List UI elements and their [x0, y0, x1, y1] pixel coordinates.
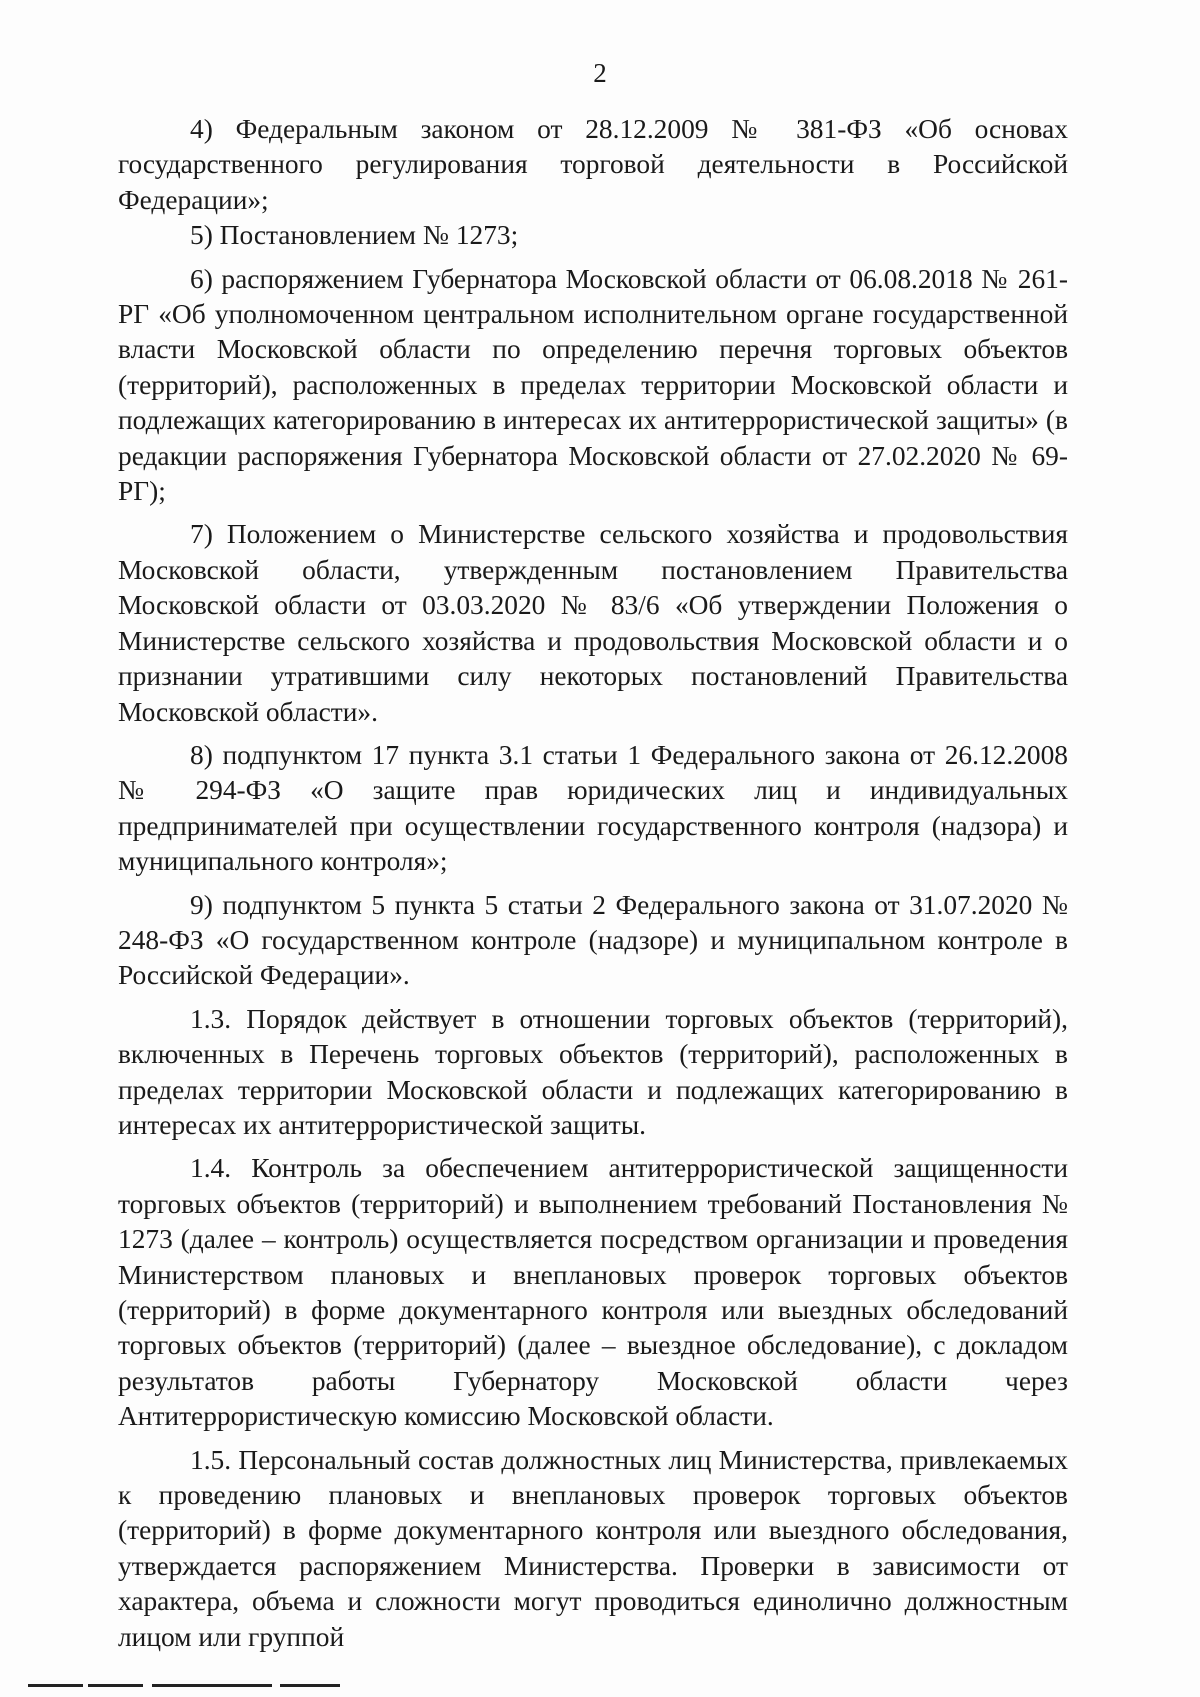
paragraph-1-3: 1.3. Порядок действует в отношении торговых объектов (территорий), включенных в Перечень торговых объектов (территорий), расположенных в пределах территории Московской области и подлежащих категорированию в интересах их антитеррористической защиты. [118, 1003, 1068, 1140]
footer-rule [28, 1684, 83, 1687]
paragraph-item-6: 6) распоряжением Губернатора Московской области от 06.08.2018 № 261-РГ «Об уполномоченном центральном исполнительном органе государственной власти Московской области по определению перечня торговых объектов (территорий), расположенных в пределах территории Московской области и подлежащих категорированию в интересах их антитеррористической защиты» (в редакции распоряжения Губернатора Московской области от 27.02.2020 № 69-РГ); [118, 263, 1068, 507]
footer-rule [280, 1684, 340, 1687]
paragraph-item-9: 9) подпунктом 5 пункта 5 статьи 2 Федерального закона от 31.07.2020 № 248-ФЗ «О государственном контроле (надзоре) и муниципальном контроле в Российской Федерации». [118, 889, 1068, 991]
paragraph-item-8: 8) подпунктом 17 пункта 3.1 статьи 1 Федерального закона от 26.12.2008 № 294-ФЗ «О защите прав юридических лиц и индивидуальных предпринимателей при осуществлении государственного контроля (надзора) и муниципального контроля»; [118, 739, 1068, 877]
document-body [118, 112, 1068, 1655]
paragraph-item-7: 7) Положением о Министерстве сельского хозяйства и продовольствия Московской области, утвержденным постановлением Правительства Московской области от 03.03.2020 № 83/6 «Об утверждении Положения о Министерстве сельского хозяйства и продовольствия Московской области и о признании утратившими силу некоторых постановлений Правительства Московской области». [118, 519, 1068, 727]
paragraph-item-5: 5) Постановлением № 1273; [190, 220, 519, 251]
paragraph-1-4: 1.4. Контроль за обеспечением антитеррористической защищенности торговых объектов (территорий) и выполнением требований Постановления № 1273 (далее – контроль) осуществляется посредством организации и проведения Министерством плановых и внеплановых проверок торговых объектов (территорий) в форме документарного контроля или выездных обследований торговых объектов (территорий) (далее – выездное обследование), с докладом результатов работы Губернатору Московской области через Антитеррористическую комиссию Московской области. [118, 1153, 1068, 1432]
paragraph-1-5: 1.5. Персональный состав должностных лиц Министерства, привлекаемых к проведению плановых и внеплановых проверок торговых объектов (территорий) в форме документарного контроля или выездного обследования, утверждается распоряжением Министерства. Проверки в зависимости от характера, объема и сложности могут проводиться единолично должностным лицом или группой [118, 1444, 1068, 1652]
footer-rule [88, 1684, 143, 1687]
paragraph-item-4: 4) Федеральным законом от 28.12.2009 № 381-ФЗ «Об основах государственного регулирования торговой деятельности в Российской Федерации»; [118, 114, 1068, 215]
footer-rule [152, 1684, 272, 1687]
page-number: 2 [593, 58, 607, 88]
